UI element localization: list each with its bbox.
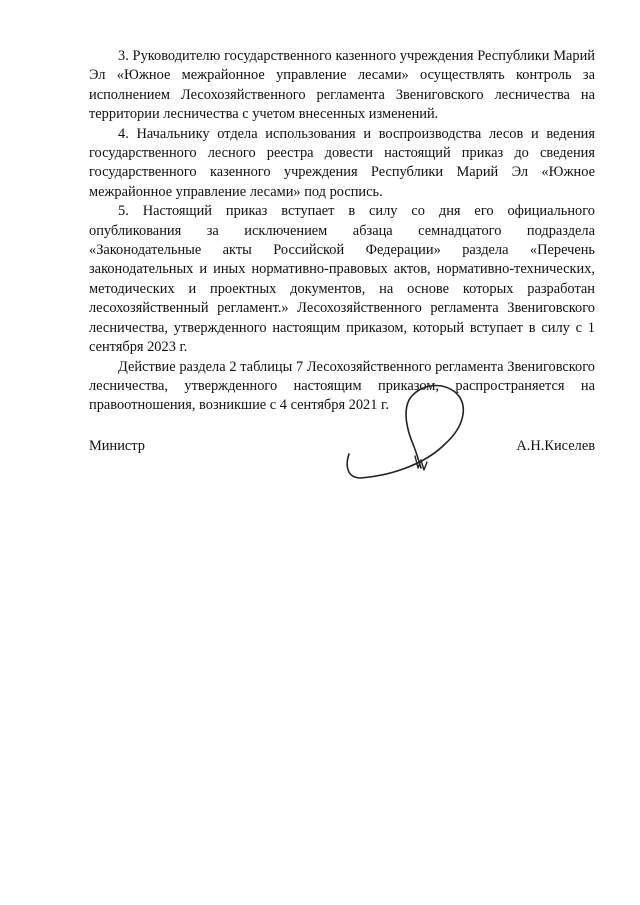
paragraph-item-4: 4. Начальнику отдела использования и воспроизводства лесов и ведения государственного лесного реестра довести настоящий приказ до сведения государственного казенного учреждения Республики Марий Эл «Южное межрайонное управление лесами» под роспись. <box>89 125 595 200</box>
signatory-name: А.Н.Киселев <box>516 438 595 454</box>
handwritten-signature <box>335 378 475 488</box>
paragraph-item-5: 5. Настоящий приказ вступает в силу со дня его официального опубликования за исключением абзаца семнадцатого подраздела «Законодательные акты Российской Федерации» раздела «Перечень законодательных и иных нормативно-правовых актов, нормативно-технических, методических и проектных документов, на основе которых разработан лесохозяйственный регламент.» Лесохозяйственного регламента Звениговского лесничества, утвержденного настоящим приказом, который вступает в силу с 1 сентября 2023 г. <box>89 203 595 356</box>
signature-block <box>89 437 595 461</box>
paragraph-item-3: 3. Руководителю государственного казенного учреждения Республики Марий Эл «Южное межрайонное управление лесами» осуществлять контроль за исполнением Лесохозяйственного регламента Звениговского лесничества на территории лесничества с учетом внесенных изменений. <box>89 48 595 123</box>
paragraph-effect-clause: Действие раздела 2 таблицы 7 Лесохозяйственного регламента Звениговского лесничества, утвержденного настоящим приказом, распространяется на правоотношения, возникшие с 4 сентября 2021 г. <box>89 358 595 414</box>
document-body <box>89 47 595 416</box>
signatory-title: Министр <box>89 438 145 454</box>
